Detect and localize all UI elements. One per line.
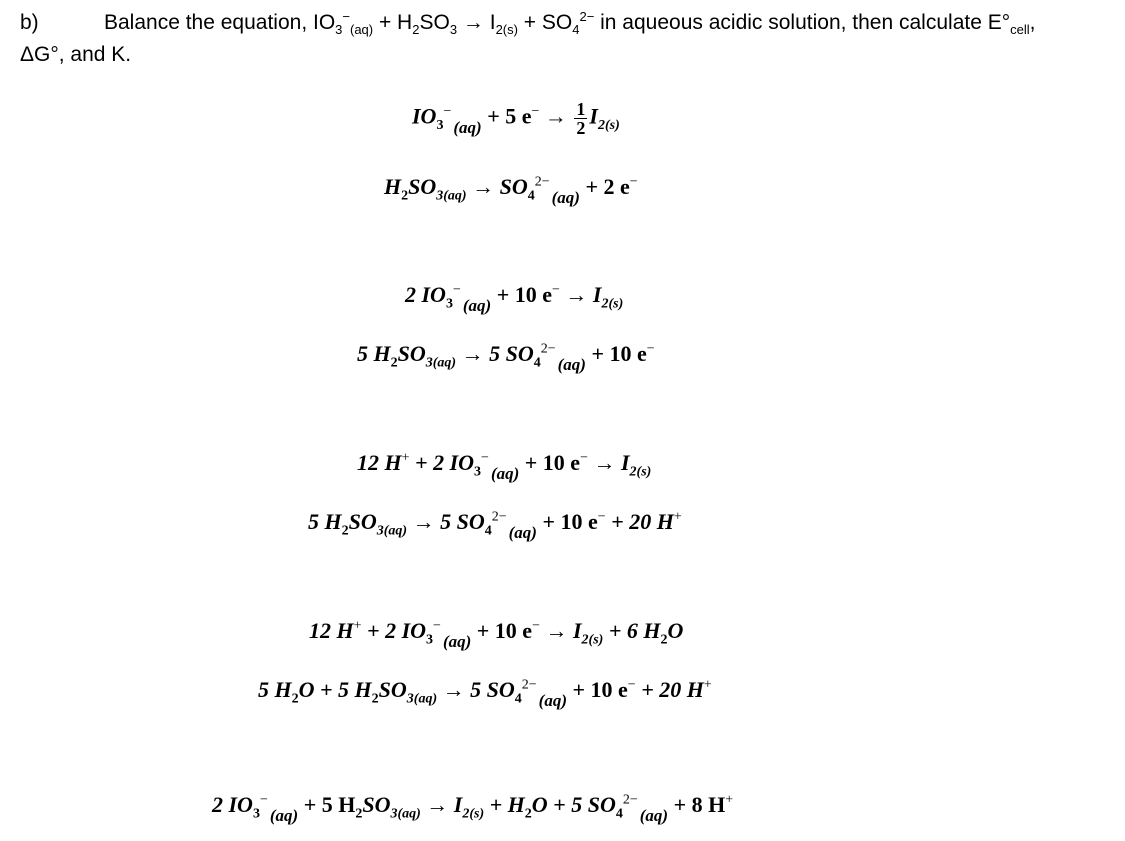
equation-term: 2(s) bbox=[601, 296, 624, 312]
equation-term: O + 5 H bbox=[298, 677, 372, 702]
question-line-2: ΔG°, and K. bbox=[20, 43, 132, 66]
question-line-1 bbox=[104, 8, 1035, 38]
water-balanced-sulfurous bbox=[258, 675, 712, 710]
equation-term: SO bbox=[348, 509, 377, 534]
equation-term: 2 bbox=[576, 118, 586, 138]
equation-term: − bbox=[597, 509, 606, 525]
equation-term: + H bbox=[373, 11, 413, 34]
equation-term: 4 bbox=[484, 523, 492, 539]
equation-term: O bbox=[667, 618, 684, 643]
equation-term: + 20 H bbox=[635, 677, 704, 702]
equation-term: 5 SO bbox=[489, 341, 534, 366]
equation-term: H bbox=[384, 174, 402, 199]
equation-term: → bbox=[559, 282, 593, 307]
equation-term: − bbox=[433, 618, 441, 634]
equation-term: 1 bbox=[576, 99, 586, 119]
equation-term: + 6 H bbox=[603, 618, 661, 643]
equation-term: , bbox=[1029, 11, 1036, 34]
equation-term: + bbox=[673, 509, 682, 525]
equation-term: in aqueous acidic solution, then calculate E° bbox=[594, 11, 1011, 34]
equation-term: 3 bbox=[252, 806, 260, 822]
equation-term: 2− bbox=[491, 509, 507, 525]
equation-term: 3(aq) bbox=[425, 355, 457, 371]
equation-term: (aq) bbox=[350, 22, 374, 38]
equation-term: (aq) bbox=[557, 355, 586, 374]
equation-term: − bbox=[629, 174, 638, 190]
equation-term: → bbox=[437, 677, 471, 702]
equation-term: 12 H bbox=[309, 618, 354, 643]
equation-term: → bbox=[407, 509, 441, 534]
equation-term: (aq) bbox=[551, 188, 580, 207]
equation-term: 2(s) bbox=[629, 464, 652, 480]
equation-term: (aq) bbox=[462, 296, 492, 315]
equation-term: → bbox=[539, 103, 573, 129]
equation-term: 4 bbox=[615, 806, 623, 822]
equation-term: + 10 e bbox=[566, 677, 628, 702]
equation-term: SO bbox=[397, 341, 426, 366]
equation-term: → bbox=[587, 450, 621, 475]
water-balanced-iodate bbox=[309, 616, 684, 651]
equation-term: 3(aq) bbox=[390, 806, 421, 822]
equation-term: SO bbox=[499, 174, 528, 199]
equation-term: 2− bbox=[579, 9, 595, 24]
hydrogen-balanced-iodate bbox=[357, 448, 652, 483]
equation-term: − bbox=[580, 450, 588, 466]
equation-term: I bbox=[589, 103, 598, 129]
equation-term: 3(aq) bbox=[376, 523, 408, 539]
equation-term: − bbox=[531, 104, 540, 120]
equation-term: 2 bbox=[412, 22, 420, 38]
scaled-sulfurous-reaction bbox=[357, 339, 655, 374]
half-reaction-sulfurous bbox=[384, 172, 638, 207]
equation-term: 4 bbox=[572, 22, 580, 38]
equation-term: + 5 H bbox=[298, 792, 356, 817]
equation-term: 2(s) bbox=[581, 632, 604, 648]
overall-balanced-equation bbox=[212, 790, 734, 825]
equation-term: − bbox=[627, 677, 636, 693]
equation-term: → bbox=[420, 792, 454, 817]
equation-term: + 10 e bbox=[536, 509, 598, 534]
equation-term: 2(s) bbox=[597, 117, 620, 133]
equation-term: − bbox=[443, 104, 452, 120]
equation-term: + 10 e bbox=[491, 282, 552, 307]
equation-term: (aq) bbox=[639, 806, 669, 825]
equation-term: 3(aq) bbox=[436, 188, 467, 204]
equation-term: 2− bbox=[540, 341, 556, 357]
equation-term: 2 IO bbox=[212, 792, 253, 817]
equation-term: − bbox=[532, 618, 540, 634]
equation-term: SO bbox=[419, 11, 450, 34]
equation-term: + bbox=[353, 618, 362, 634]
equation-term: → bbox=[456, 341, 490, 366]
equation-term: 3 bbox=[436, 117, 444, 133]
equation-term: 2− bbox=[534, 174, 550, 190]
equation-term: SO bbox=[378, 677, 407, 702]
equation-term: − bbox=[646, 341, 655, 357]
equation-term: − bbox=[481, 450, 489, 466]
equation-term: 2 bbox=[355, 806, 363, 822]
equation-term: + 5 e bbox=[481, 103, 532, 129]
equation-term: + 2 IO bbox=[361, 618, 427, 643]
equation-term: + bbox=[703, 677, 712, 693]
equation-term: 12 H bbox=[357, 450, 402, 475]
equation-term: 2 bbox=[524, 806, 532, 822]
equation-term: 3 bbox=[426, 632, 434, 648]
equation-term: I bbox=[592, 282, 602, 307]
equation-term: O + 5 SO bbox=[531, 792, 616, 817]
equation-term: + 2 e bbox=[579, 174, 630, 199]
equation-term: 2 bbox=[371, 691, 379, 707]
equation-term: (aq) bbox=[490, 464, 520, 483]
equation-term: I bbox=[620, 450, 630, 475]
scaled-iodate-reaction bbox=[405, 280, 624, 315]
equation-term: SO bbox=[362, 792, 391, 817]
equation-term: 3(aq) bbox=[406, 691, 438, 707]
equation-term: 5 SO bbox=[440, 509, 485, 534]
equation-term: + 20 H bbox=[605, 509, 674, 534]
equation-term: 2(s) bbox=[462, 806, 485, 822]
equation-term: 5 H bbox=[258, 677, 292, 702]
equation-term: (aq) bbox=[508, 523, 537, 542]
equation-term: 4 bbox=[533, 355, 541, 371]
equation-term: + H bbox=[484, 792, 525, 817]
equation-term: + SO bbox=[517, 11, 573, 34]
equation-term: 2(s) bbox=[495, 22, 518, 38]
equation-term: 2 bbox=[660, 632, 668, 648]
equation-term: 2− bbox=[521, 677, 537, 693]
equation-term: + 10 e bbox=[519, 450, 581, 475]
equation-term: + 8 H bbox=[668, 792, 726, 817]
equation-term: (aq) bbox=[538, 691, 567, 710]
equation-term: → bbox=[466, 174, 500, 199]
equation-term: 2 bbox=[291, 691, 299, 707]
equation-term: + bbox=[725, 792, 734, 808]
equation-term: 2 bbox=[341, 523, 349, 539]
equation-term: I bbox=[572, 618, 582, 643]
question-label: b) bbox=[20, 11, 39, 34]
equation-term: 5 H bbox=[308, 509, 342, 534]
equation-term: 3 bbox=[445, 296, 453, 312]
equation-term: (aq) bbox=[453, 117, 482, 137]
equation-term: SO bbox=[408, 174, 437, 199]
equation-term: − bbox=[452, 282, 461, 298]
equation-term: (aq) bbox=[442, 632, 472, 651]
equation-term: + 10 e bbox=[585, 341, 647, 366]
equation-term: 3 bbox=[474, 464, 482, 480]
equation-term: 2− bbox=[622, 792, 638, 808]
equation-term: − bbox=[552, 282, 560, 298]
equation-term: 4 bbox=[514, 691, 522, 707]
equation-term: 5 H bbox=[357, 341, 391, 366]
equation-term: + 2 IO bbox=[409, 450, 475, 475]
equation-term: 4 bbox=[527, 188, 535, 204]
equation-term: I bbox=[453, 792, 463, 817]
equation-term: → I bbox=[457, 11, 496, 34]
equation-term: cell bbox=[1010, 22, 1030, 38]
equation-term: Balance the equation, IO bbox=[104, 11, 336, 34]
equation-term: 3 bbox=[449, 22, 458, 38]
fraction-one-half bbox=[574, 100, 587, 137]
half-reaction-iodate bbox=[412, 100, 620, 137]
equation-term: 3 bbox=[335, 22, 343, 38]
equation-term: + 10 e bbox=[471, 618, 533, 643]
equation-term: IO bbox=[412, 103, 437, 129]
hydrogen-balanced-sulfurous bbox=[308, 507, 682, 542]
equation-term: (aq) bbox=[269, 806, 299, 825]
equation-term: → bbox=[539, 618, 573, 643]
equation-term: − bbox=[259, 792, 268, 808]
equation-term: 2 bbox=[390, 355, 398, 371]
equation-term: + bbox=[401, 450, 410, 466]
equation-term: 5 SO bbox=[470, 677, 515, 702]
equation-term: − bbox=[342, 9, 350, 24]
equation-term: 2 IO bbox=[405, 282, 446, 307]
equation-term: 2 bbox=[401, 188, 409, 204]
